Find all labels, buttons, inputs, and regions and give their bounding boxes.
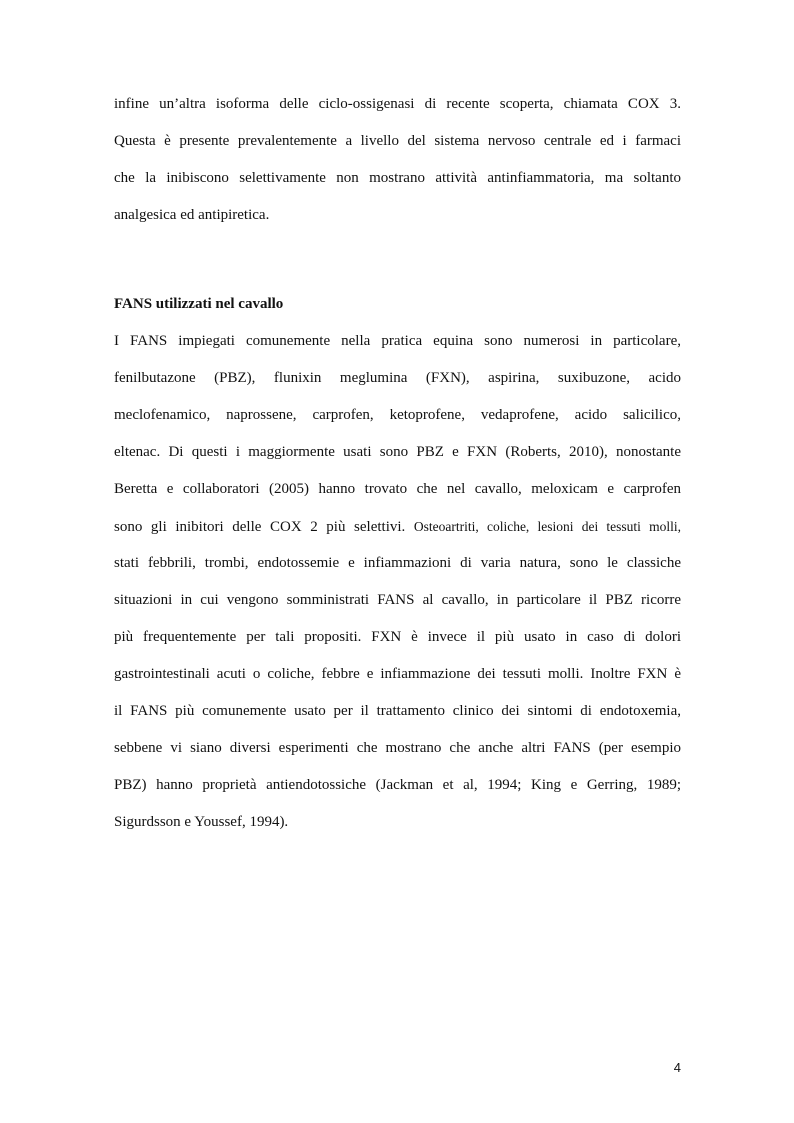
paragraph-line: I FANS impiegati comunemente nella pratica equina sono numerosi in particolare, — [114, 333, 681, 349]
paragraph-line: meclofenamico, naprossene, carprofen, ketoprofene, vedaprofene, acido salicilico, — [114, 407, 681, 423]
paragraph-line-segment-small: Osteoartriti, coliche, lesioni dei tessuti molli, — [413, 519, 681, 534]
paragraph-line: più frequentemente per tali propositi. FXN è invece il più usato in caso di dolori — [114, 629, 681, 645]
paragraph-line-mixed — [114, 508, 681, 545]
page-number: 4 — [673, 1060, 681, 1075]
paragraph-line: stati febbrili, trombi, endotossemie e infiammazioni di varia natura, sono le classiche — [114, 555, 681, 571]
paragraph-line-segment: sono gli inibitori delle COX 2 più selettivi. — [114, 519, 406, 535]
paragraph-line: infine un’altra isoforma delle ciclo-ossigenasi di recente scoperta, chiamata COX 3. — [114, 96, 681, 112]
paragraph-line: gastrointestinali acuti o coliche, febbre e infiammazione dei tessuti molli. Inoltre FXN è — [114, 666, 681, 682]
paragraph-line: Sigurdsson e Youssef, 1994). — [114, 814, 289, 830]
paragraph-line: che la inibiscono selettivamente non mostrano attività antinfiammatoria, ma soltanto — [114, 170, 681, 186]
paragraph-line: sebbene vi siano diversi esperimenti che mostrano che anche altri FANS (per esempio — [114, 740, 681, 756]
paragraph-cox3 — [114, 86, 681, 234]
section-heading: FANS utilizzati nel cavallo — [114, 296, 284, 312]
paragraph-fans-horse — [114, 323, 681, 841]
paragraph-line: fenilbutazone (PBZ), flunixin meglumina (FXN), aspirina, suxibuzone, acido — [114, 370, 681, 386]
paragraph-line: il FANS più comunemente usato per il trattamento clinico dei sintomi di endotoxemia, — [114, 703, 681, 719]
paragraph-line: PBZ) hanno proprietà antiendotossiche (Jackman et al, 1994; King e Gerring, 1989; — [114, 777, 681, 793]
paragraph-line: eltenac. Di questi i maggiormente usati sono PBZ e FXN (Roberts, 2010), nonostante — [114, 444, 681, 460]
paragraph-line: Beretta e collaboratori (2005) hanno trovato che nel cavallo, meloxicam e carprofen — [114, 481, 681, 497]
paragraph-line: situazioni in cui vengono somministrati FANS al cavallo, in particolare il PBZ ricorre — [114, 592, 681, 608]
paragraph-line: Questa è presente prevalentemente a livello del sistema nervoso centrale ed i farmaci — [114, 133, 681, 149]
paragraph-line: analgesica ed antipiretica. — [114, 207, 270, 223]
